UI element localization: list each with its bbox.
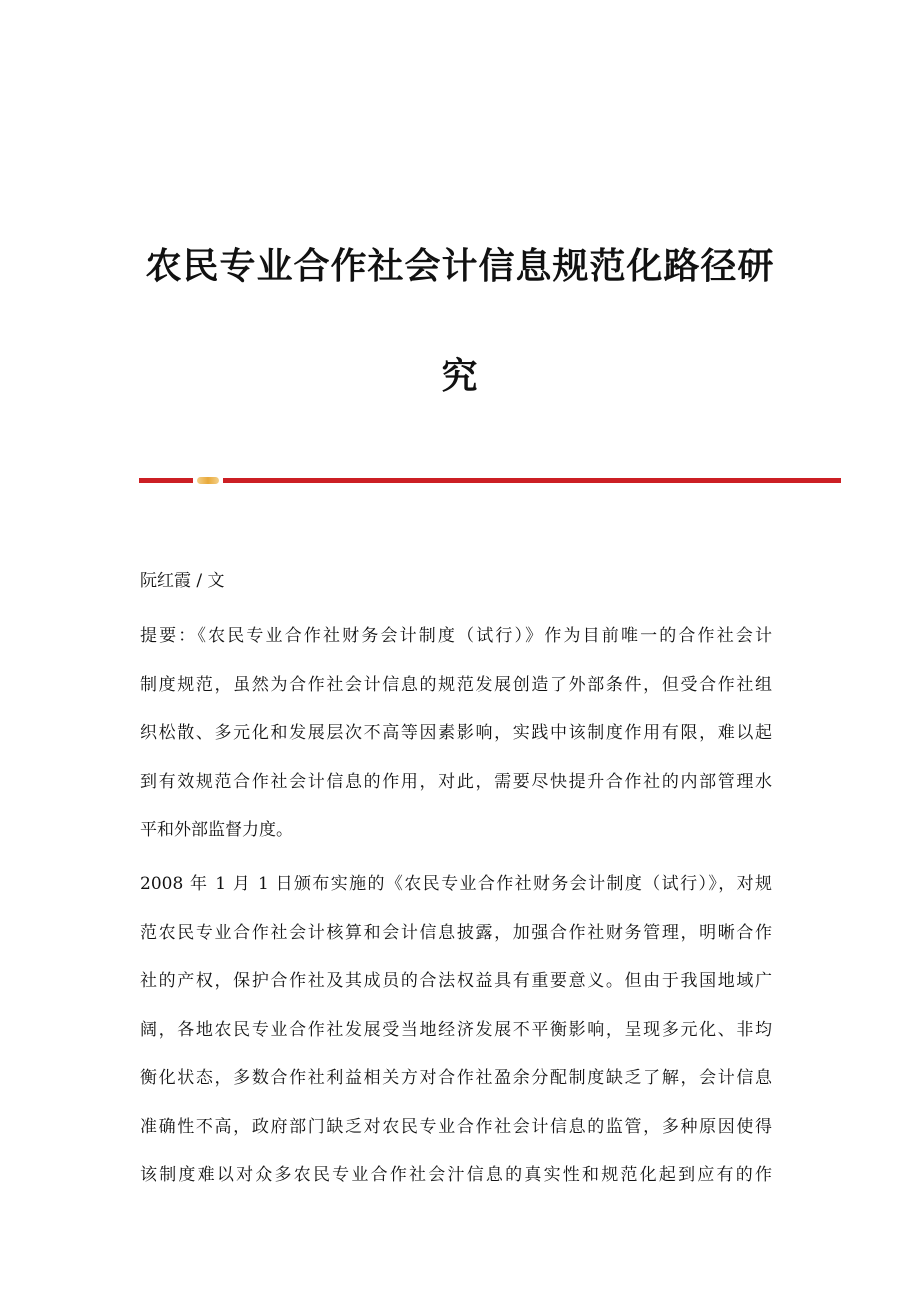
- body-line: 该制度难以对众多农民专业合作社会汁信息的真实性和规范化起到应有的作: [140, 1165, 772, 1185]
- body-line: 2008 年 1 月 1 日颁布实施的《农民专业合作社财务会计制度（试行）》，对规: [140, 874, 772, 894]
- abstract-paragraph: [140, 612, 772, 855]
- divider-right-bar: [223, 478, 841, 483]
- abstract-line: 到有效规范合作社会计信息的作用，对此，需要尽快提升合作社的内部管理水: [140, 771, 772, 792]
- title-divider: [139, 476, 841, 486]
- body-paragraph: [140, 860, 772, 1200]
- author-byline: 阮红霞 / 文: [140, 571, 225, 591]
- body-line: 社的产权，保护合作社及其成员的合法权益具有重要意义。但由于我国地域广: [140, 971, 772, 991]
- abstract-line: 制度规范，虽然为合作社会计信息的规范发展创造了外部条件，但受合作社组: [140, 674, 772, 695]
- divider-ornament-icon: [197, 477, 219, 484]
- body-line: 阔，各地农民专业合作社发展受当地经济发展不平衡影响，呈现多元化、非均: [140, 1019, 772, 1040]
- body-line: 衡化状态，多数合作社利益相关方对合作社盈余分配制度缺乏了解，会计信息: [140, 1068, 772, 1088]
- divider-left-bar: [139, 478, 193, 483]
- document-title: [100, 212, 820, 432]
- body-line: 准确性不高，政府部门缺乏对农民专业合作社会计信息的监管，多种原因使得: [140, 1116, 772, 1137]
- title-line-1: 农民专业合作社会计信息规范化路径研: [145, 246, 775, 287]
- abstract-line: 织松散、多元化和发展层次不高等因素影响，实践中该制度作用有限，难以起: [140, 723, 772, 743]
- body-line: 范农民专业合作社会计核算和会计信息披露，加强合作社财务管理，明晰合作: [140, 922, 772, 943]
- abstract-line: 平和外部监督力度。: [140, 820, 293, 840]
- title-line-2: 究: [441, 356, 479, 397]
- abstract-line: 提要：《农民专业合作社财务会计制度（试行）》作为目前唯一的合作社会计: [140, 626, 772, 646]
